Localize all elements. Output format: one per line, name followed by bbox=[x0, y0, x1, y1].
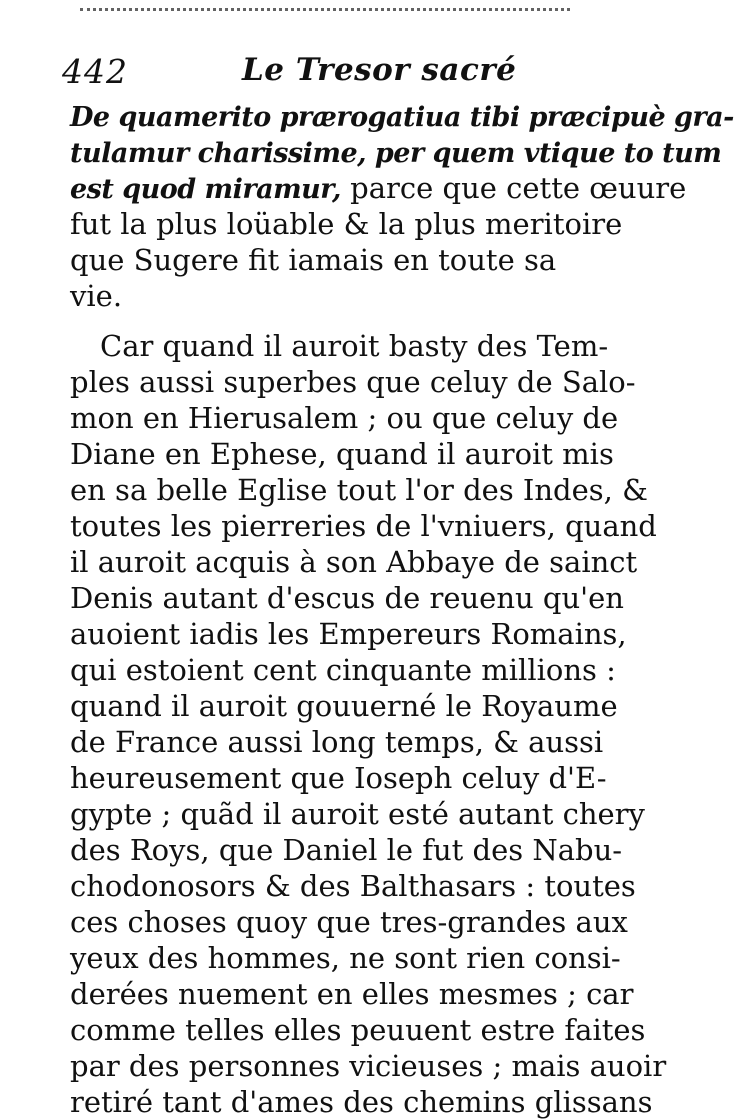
text-line bbox=[70, 278, 530, 314]
paragraph-1 bbox=[70, 98, 734, 314]
paragraph-2 bbox=[70, 328, 667, 1120]
text-line: Car quand il auroit basty des Tem- bbox=[100, 329, 609, 363]
text-line: par des personnes vicieuses ; mais auoir bbox=[70, 1049, 667, 1083]
text-line: en sa belle Eglise tout l'or des Indes, & bbox=[70, 473, 648, 507]
french-text: vie. bbox=[70, 279, 123, 313]
text-line: chodonosors & des Balthasars : toutes bbox=[70, 869, 636, 903]
text-line bbox=[70, 98, 734, 134]
text-line: il auroit acquis à son Abbaye de sainct bbox=[70, 545, 638, 579]
text-line bbox=[70, 134, 722, 170]
running-head bbox=[62, 52, 562, 92]
text-line: retiré tant d'ames des chemins glissans bbox=[70, 1085, 653, 1119]
text-line: quand il auroit gouuerné le Royaume bbox=[70, 689, 618, 723]
text-line: ples aussi superbes que celuy de Salo- bbox=[70, 365, 636, 399]
running-title: Le Tresor sacré bbox=[242, 52, 517, 88]
text-line bbox=[70, 242, 557, 278]
text-line: auoient iadis les Empereurs Romains, bbox=[70, 617, 627, 651]
french-text: fut la plus loüable & la plus meritoire bbox=[70, 207, 623, 241]
text-line bbox=[70, 170, 687, 206]
page-number: 442 bbox=[62, 52, 128, 91]
latin-quote: De quamerito prærogatiua tibi præcipuè gra- bbox=[70, 102, 734, 133]
text-line: qui estoient cent cinquante millions : bbox=[70, 653, 616, 687]
top-edge-ornament bbox=[80, 8, 570, 17]
french-text: parce que cette œuure bbox=[340, 171, 687, 205]
text-line: comme telles elles peuuent estre faites bbox=[70, 1013, 646, 1047]
text-line: Denis autant d'escus de reuenu qu'en bbox=[70, 581, 624, 615]
text-line: ces choses quoy que tres-grandes aux bbox=[70, 905, 628, 939]
text-line: yeux des hommes, ne sont rien consi- bbox=[70, 941, 621, 975]
latin-quote: est quod miramur, bbox=[70, 174, 341, 205]
text-line bbox=[70, 206, 623, 242]
text-line: toutes les pierreries de l'vniuers, quand bbox=[70, 509, 657, 543]
text-line: derées nuement en elles mesmes ; car bbox=[70, 977, 634, 1011]
text-line: des Roys, que Daniel le fut des Nabu- bbox=[70, 833, 623, 867]
french-text: que Sugere fit iamais en toute sa bbox=[70, 243, 557, 277]
text-line: gypte ; quãd il auroit esté autant chery bbox=[70, 797, 645, 831]
text-line: mon en Hierusalem ; ou que celuy de bbox=[70, 401, 619, 435]
text-line: de France aussi long temps, & aussi bbox=[70, 725, 604, 759]
latin-quote: tulamur charissime, per quem vtique to tum bbox=[70, 138, 722, 169]
text-line: Diane en Ephese, quand il auroit mis bbox=[70, 437, 614, 471]
body-text bbox=[70, 98, 734, 1120]
text-line: heureusement que Ioseph celuy d'E- bbox=[70, 761, 607, 795]
